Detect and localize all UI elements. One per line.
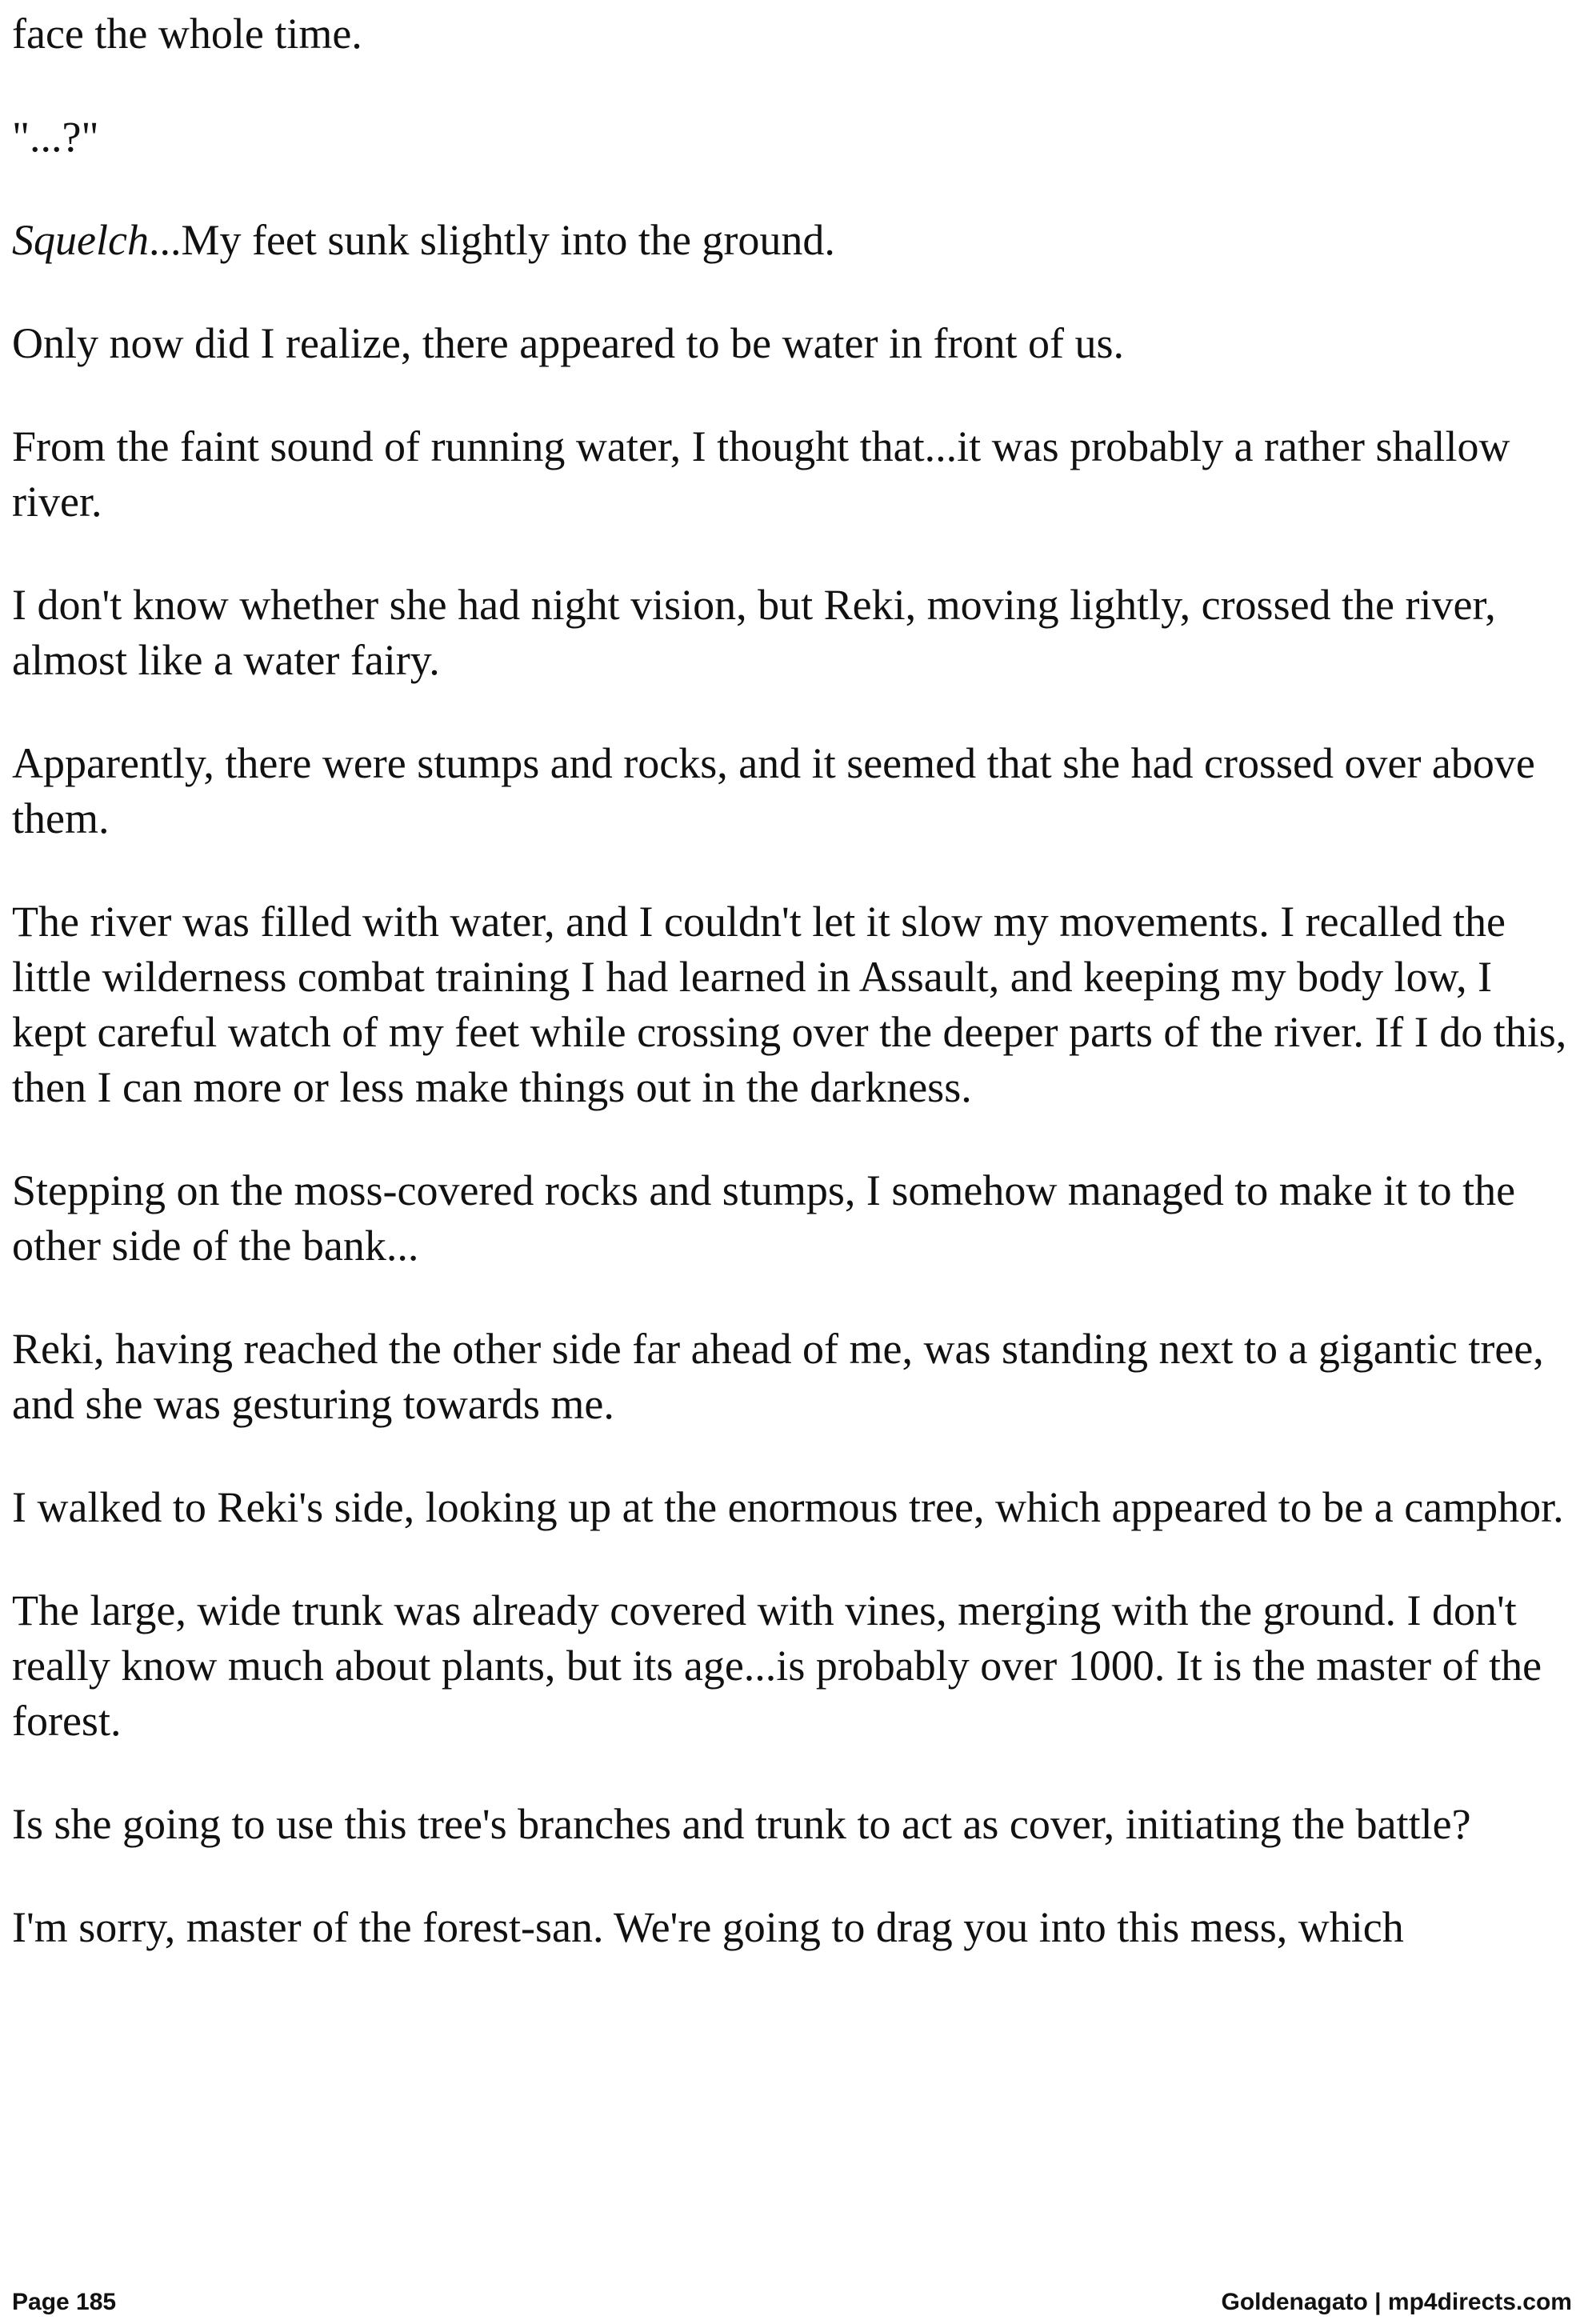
paragraph-11: I walked to Reki's side, looking up at the enormous tree, which appeared to be a camphor.: [12, 1483, 1564, 1531]
paragraph-12: The large, wide trunk was already covered with vines, merging with the ground. I don't really know much about plants, but its age...is probably over 1000. It is the master of the forest.: [12, 1586, 1542, 1745]
page-number: Page 185: [12, 2289, 117, 2315]
page-footer: [12, 2288, 1572, 2320]
paragraph-9: Stepping on the moss-covered rocks and stumps, I somehow managed to make it to the other side of the bank...: [12, 1166, 1516, 1270]
paragraph-14: I'm sorry, master of the forest-san. We're going to drag you into this mess, which: [12, 1903, 1404, 1951]
paragraph-10: Reki, having reached the other side far ahead of me, was standing next to a gigantic tree, and she was gesturing towards me.: [12, 1325, 1544, 1428]
paragraph-5: From the faint sound of running water, I thought that...it was probably a rather shallow river.: [12, 422, 1510, 526]
paragraph-2: "...?": [12, 113, 99, 161]
page-body: [12, 0, 1572, 2003]
footer-credit: Goldenagato | mp4directs.com: [1221, 2289, 1572, 2315]
paragraph-13: Is she going to use this tree's branches and trunk to act as cover, initiating the battle?: [12, 1800, 1471, 1848]
paragraph-4: Only now did I realize, there appeared to be water in front of us.: [12, 319, 1124, 367]
paragraph-7: Apparently, there were stumps and rocks, and it seemed that she had crossed over above them.: [12, 739, 1535, 842]
paragraph-8: The river was filled with water, and I couldn't let it slow my movements. I recalled the little wilderness combat training I had learned in Assault, and keeping my body low, I kept careful watch of my feet while crossing over the deeper parts of the river. If I do this, then I can more or less make things out in the darkness.: [12, 898, 1567, 1111]
paragraph-1: face the whole time.: [12, 10, 362, 58]
paragraph-3: Squelch...My feet sunk slightly into the ground.: [12, 216, 835, 264]
paragraph-6: I don't know whether she had night vision, but Reki, moving lightly, crossed the river, almost like a water fairy.: [12, 581, 1496, 684]
sound-effect-text: Squelch: [12, 216, 149, 264]
